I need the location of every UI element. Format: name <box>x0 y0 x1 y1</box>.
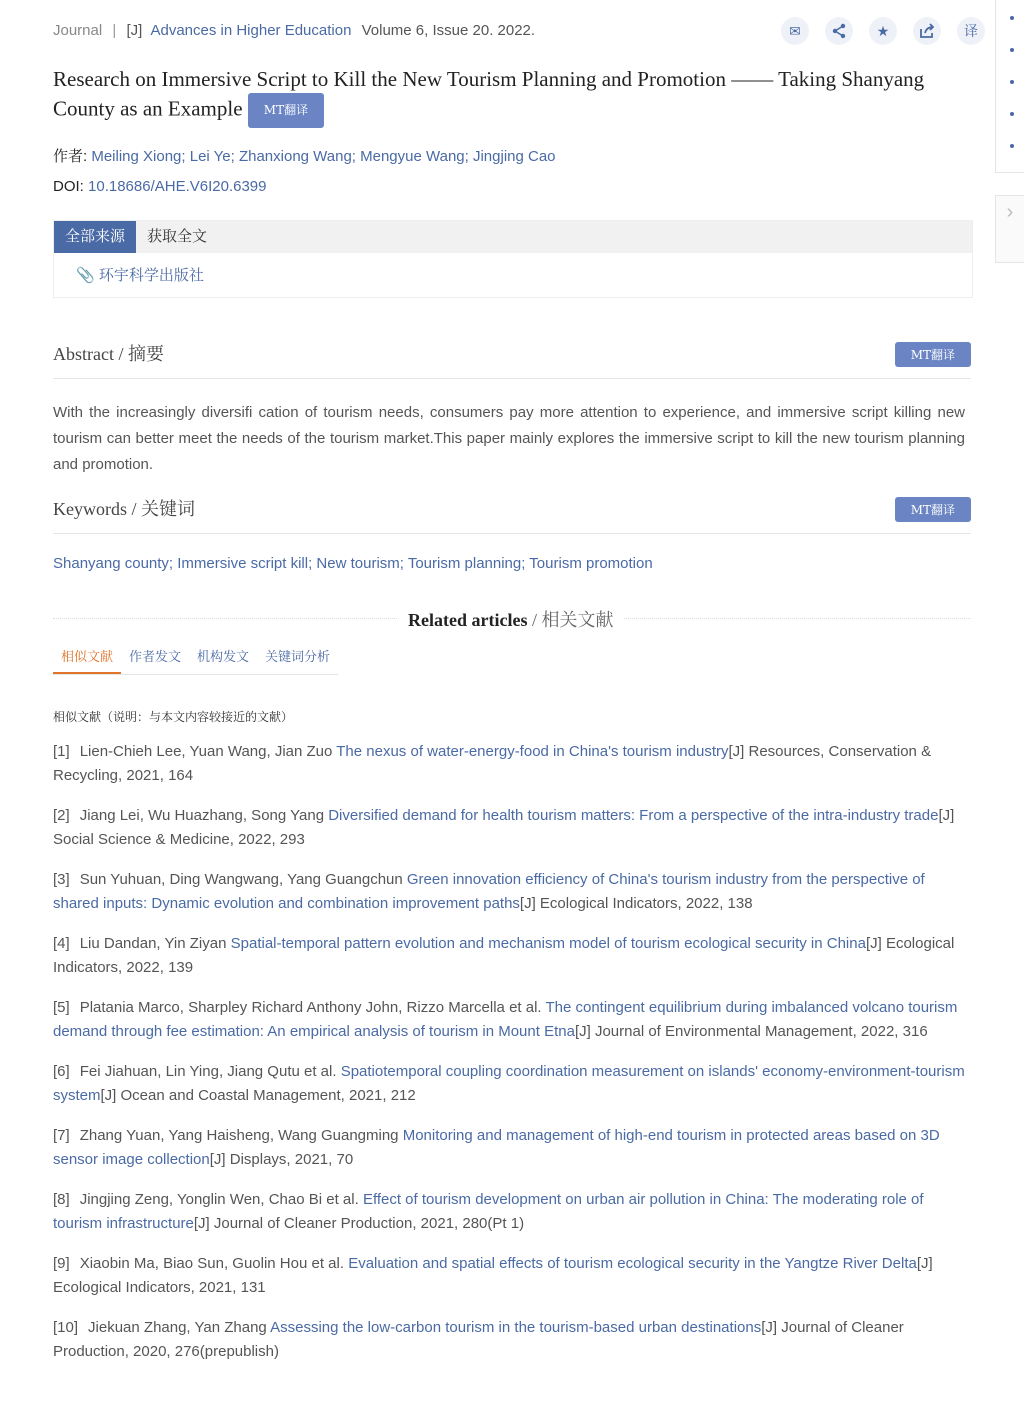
nav-dot[interactable] <box>1010 112 1014 116</box>
share-icon[interactable] <box>825 17 853 45</box>
nav-dot[interactable] <box>1010 80 1014 84</box>
ref-title-link[interactable]: Diversified demand for health tourism matters: From a perspective of the intra-industry trade <box>328 807 939 824</box>
reference-item <box>53 740 965 788</box>
tab-institution-publications[interactable]: 机构发文 <box>197 649 250 664</box>
tab-similar[interactable]: 相似文献 <box>53 646 121 674</box>
ref-source: [J] Journal of Environmental Management, 2022, 316 <box>574 1023 928 1040</box>
ref-number: [4] <box>53 935 70 952</box>
related-articles-heading <box>53 600 971 636</box>
ref-source: [J] Ecological Indicators, 2022, 139 <box>53 935 955 976</box>
separator: | <box>112 22 117 39</box>
tab-get-fulltext[interactable]: 获取全文 <box>147 228 208 245</box>
type-bracket: [J] <box>126 22 143 39</box>
doi <box>53 178 267 195</box>
toolbar <box>781 17 985 45</box>
reference-item <box>53 1316 965 1364</box>
reference-item <box>53 1188 965 1236</box>
ref-source: [J] Journal of Cleaner Production, 2021, 280(Pt 1) <box>193 1215 525 1232</box>
reference-item <box>53 1060 965 1108</box>
title-text: Research on Immersive Script to Kill the New Tourism Planning and Promotion —— Taking Shanyang County as an Example <box>53 67 925 121</box>
journal-link[interactable]: Advances in Higher Education <box>150 22 352 39</box>
similar-note: 相似文献（说明：与本文内容较接近的文献） <box>53 710 294 724</box>
ref-number: [3] <box>53 871 70 888</box>
ref-source: [J] Resources, Conservation & Recycling, 2021, 164 <box>53 743 932 784</box>
abstract-section-header <box>53 340 971 379</box>
ref-authors: Lien-Chieh Lee, Yuan Wang, Jian Zuo <box>79 743 337 760</box>
export-icon[interactable] <box>913 17 941 45</box>
doi-link[interactable]: 10.18686/AHE.V6I20.6399 <box>88 178 267 195</box>
ref-authors: Liu Dandan, Yin Ziyan <box>79 935 231 952</box>
ref-number: [10] <box>53 1319 79 1336</box>
related-title-en: Related articles <box>408 610 528 630</box>
ref-title-link[interactable]: Effect of tourism development on urban air pollution in China: The moderating role of tourism infrastructure <box>53 1191 924 1232</box>
reference-item <box>53 1124 965 1172</box>
ref-number: [9] <box>53 1255 70 1272</box>
paperclip-icon: 📎 <box>76 267 95 284</box>
ref-authors: Sun Yuhuan, Ding Wangwang, Yang Guangchun <box>79 871 407 888</box>
nav-dot[interactable] <box>1010 144 1014 148</box>
ref-number: [1] <box>53 743 70 760</box>
keywords-section-header <box>53 495 971 534</box>
ref-number: [5] <box>53 999 70 1016</box>
ref-number: [6] <box>53 1063 70 1080</box>
ref-source: [J] Ecological Indicators, 2021, 131 <box>53 1255 933 1296</box>
keywords-heading: Keywords / 关键词 <box>53 499 195 519</box>
source-link[interactable] <box>54 253 972 296</box>
journal-meta <box>53 22 535 39</box>
keywords-list[interactable]: Shanyang county; Immersive script kill; New tourism; Tourism planning; Tourism promotion <box>53 555 653 572</box>
title-mt-translate-button[interactable]: MT翻译 <box>248 93 324 128</box>
type-label: Journal <box>53 22 103 39</box>
reference-item <box>53 868 965 916</box>
ref-authors: Fei Jiahuan, Lin Ying, Jiang Qutu et al. <box>79 1063 341 1080</box>
reference-item <box>53 932 965 980</box>
reference-item <box>53 996 965 1044</box>
authors-label: 作者: <box>53 148 92 165</box>
ref-authors: Jiang Lei, Wu Huazhang, Song Yang <box>79 807 329 824</box>
ref-authors: Jiekuan Zhang, Yan Zhang <box>88 1319 271 1336</box>
ref-authors: Xiaobin Ma, Biao Sun, Guolin Hou et al. <box>79 1255 349 1272</box>
ref-title-link[interactable]: The nexus of water-energy-food in China's tourism industry <box>336 743 729 760</box>
ref-title-link[interactable]: Spatiotemporal coupling coordination measurement on islands' economy-environment-tourism system <box>53 1063 965 1104</box>
star-icon[interactable]: ★ <box>869 17 897 45</box>
ref-title-link[interactable]: Evaluation and spatial effects of tourism ecological security in the Yangtze River Delta <box>348 1255 917 1272</box>
article-title <box>53 66 933 128</box>
right-side-nav <box>995 0 1024 173</box>
ref-source: [J] Ecological Indicators, 2022, 138 <box>519 895 753 912</box>
ref-title-link[interactable]: Spatial-temporal pattern evolution and mechanism model of tourism ecological security in China <box>230 935 866 952</box>
ref-source: [J] Displays, 2021, 70 <box>209 1151 354 1168</box>
tab-all-sources[interactable]: 全部来源 <box>54 221 136 253</box>
ref-authors: Zhang Yuan, Yang Haisheng, Wang Guangming <box>79 1127 403 1144</box>
ref-source: [J] Journal of Cleaner Production, 2020, 276(prepublish) <box>53 1319 904 1360</box>
abstract-mt-translate-button[interactable]: MT翻译 <box>895 342 971 367</box>
keywords-mt-translate-button[interactable]: MT翻译 <box>895 497 971 522</box>
ref-number: [8] <box>53 1191 70 1208</box>
ref-title-link[interactable]: Monitoring and management of high-end tourism in protected areas based on 3D sensor image collection <box>53 1127 940 1168</box>
volume-issue: Volume 6, Issue 20. 2022. <box>361 22 536 39</box>
mail-icon[interactable]: ✉ <box>781 17 809 45</box>
tab-keyword-analysis[interactable]: 关键词分析 <box>265 649 331 664</box>
ref-number: [7] <box>53 1127 70 1144</box>
source-box <box>53 220 973 298</box>
abstract-heading: Abstract / 摘要 <box>53 344 164 364</box>
ref-authors: Platania Marco, Sharpley Richard Anthony John, Rizzo Marcella et al. <box>79 999 546 1016</box>
related-title <box>398 606 623 632</box>
translate-icon[interactable]: 译 <box>957 17 985 45</box>
nav-dot[interactable] <box>1010 48 1014 52</box>
ref-title-link[interactable]: Assessing the low-carbon tourism in the tourism-based urban destinations <box>270 1319 762 1336</box>
chevron-right-icon: › <box>1006 201 1014 223</box>
authors-list[interactable]: Meiling Xiong; Lei Ye; Zhanxiong Wang; Mengyue Wang; Jingjing Cao <box>91 148 556 165</box>
ref-title-link[interactable]: The contingent equilibrium during imbalanced volcano tourism demand through fee estimation: An empirical analysis of tourism in Mount Etna <box>53 999 958 1040</box>
abstract-text: With the increasingly diversifi cation of tourism needs, consumers pay more attention to experience, and immersive script killing new tourism can better meet the needs of the tourism market.This paper mainly explores the immersive script to kill the new tourism planning and promotion. <box>53 404 965 473</box>
related-tabs <box>53 646 338 675</box>
source-tabs <box>54 221 972 253</box>
ref-number: [2] <box>53 807 70 824</box>
reference-list <box>53 740 965 1380</box>
ref-authors: Jingjing Zeng, Yonglin Wen, Chao Bi et al. <box>79 1191 363 1208</box>
ref-source: [J] Social Science & Medicine, 2022, 293 <box>53 807 955 848</box>
tab-author-publications[interactable]: 作者发文 <box>129 649 182 664</box>
authors <box>53 145 556 166</box>
ref-title-link[interactable]: Green innovation efficiency of China's tourism industry from the perspective of shared inputs: Dynamic evolution and combination improvement paths <box>53 871 925 912</box>
reference-item <box>53 804 965 852</box>
reference-item <box>53 1252 965 1300</box>
nav-dot[interactable] <box>1010 16 1014 20</box>
publisher-name[interactable]: 环宇科学出版社 <box>98 267 204 284</box>
collapse-panel-button[interactable] <box>995 195 1024 263</box>
doi-label: DOI: <box>53 178 89 195</box>
related-title-zh: / 相关文献 <box>527 610 614 630</box>
ref-source: [J] Ocean and Coastal Management, 2021, 212 <box>100 1087 416 1104</box>
